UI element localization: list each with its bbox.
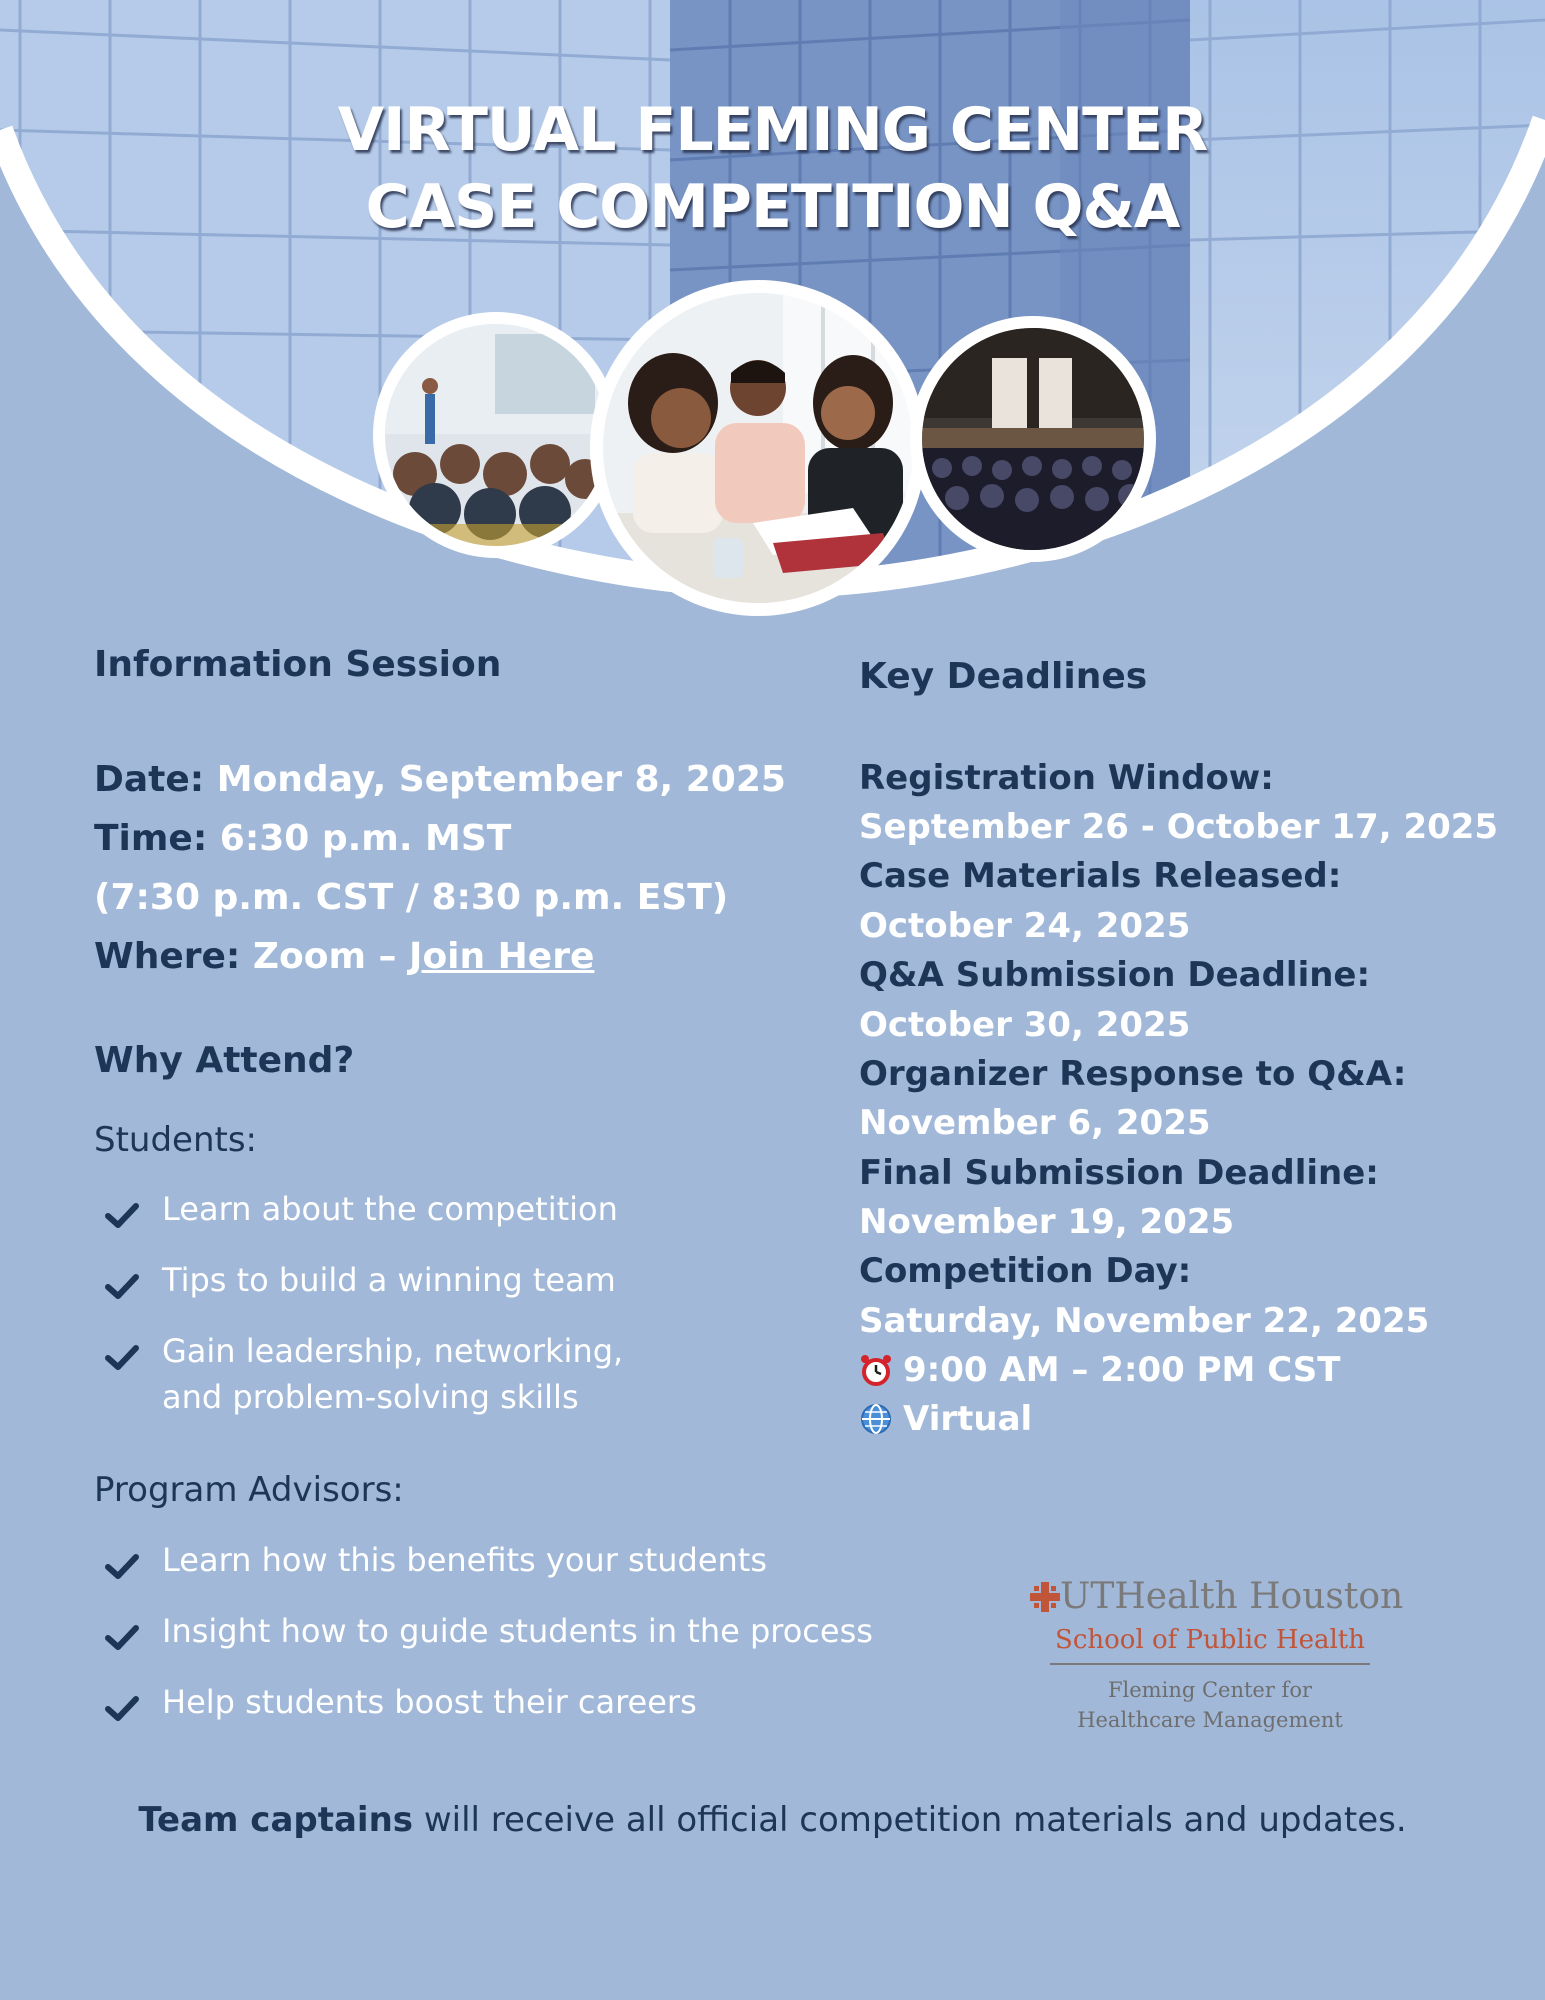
date-value: Monday, September 8, 2025 [216, 759, 786, 800]
check-icon [104, 1693, 140, 1723]
alarm-clock-icon [859, 1353, 893, 1387]
advisor-benefit-2: Insight how to guide students in the process [162, 1612, 873, 1650]
deadline-value: October 24, 2025 [859, 906, 1191, 946]
deadline-value: September 26 - October 17, 2025 [859, 807, 1499, 847]
deadline-label: Organizer Response to Q&A: [859, 1054, 1407, 1094]
advisor-benefit-3: Help students boost their careers [162, 1683, 697, 1721]
footer-text: will receive all official competition materials and updates. [413, 1800, 1407, 1840]
time-alt-row [94, 876, 728, 920]
join-here-link[interactable]: Join Here [409, 936, 595, 977]
student-benefit-3-line-2: and problem-solving skills [162, 1378, 579, 1416]
date-row [94, 758, 786, 802]
auditorium-photo [910, 316, 1156, 562]
student-benefit-2: Tips to build a winning team [162, 1261, 616, 1299]
date-label: Date: [94, 759, 205, 800]
time-row [94, 817, 511, 861]
logo-brand: UTHealth Houston [1060, 1576, 1404, 1617]
footer-bold: Team captains [138, 1800, 414, 1840]
time-value: 6:30 p.m. MST [219, 818, 512, 859]
check-icon [104, 1551, 140, 1581]
logo-divider [1050, 1663, 1370, 1665]
time-alt: (7:30 p.m. CST / 8:30 p.m. EST) [94, 877, 729, 918]
deadline-value: October 30, 2025 [859, 1005, 1191, 1045]
logo-center-line-1: Fleming Center for [1107, 1678, 1313, 1702]
logo-center-line-2: Healthcare Management [1077, 1708, 1343, 1732]
advisors-label: Program Advisors: [94, 1470, 404, 1510]
key-deadlines-heading: Key Deadlines [859, 656, 1148, 697]
competition-location: Virtual [903, 1399, 1033, 1439]
deadline-label: Case Materials Released: [859, 856, 1342, 896]
deadline-label: Q&A Submission Deadline: [859, 955, 1371, 995]
where-label: Where: [94, 936, 241, 977]
deadline-value: November 19, 2025 [859, 1202, 1235, 1242]
check-icon [104, 1622, 140, 1652]
advisor-benefit-1: Learn how this benefits your students [162, 1541, 768, 1579]
where-value: Zoom – [252, 936, 397, 977]
title-line-2: CASE COMPETITION Q&A [365, 172, 1180, 242]
check-icon [104, 1342, 140, 1372]
info-session-heading: Information Session [94, 644, 502, 685]
student-benefit-1: Learn about the competition [162, 1190, 618, 1228]
where-row [94, 935, 594, 979]
why-attend-heading: Why Attend? [94, 1040, 355, 1081]
deadline-label: Final Submission Deadline: [859, 1153, 1379, 1193]
hero-banner [0, 0, 1545, 640]
title-line-1: VIRTUAL FLEMING CENTER [337, 95, 1208, 165]
deadline-label: Registration Window: [859, 758, 1274, 798]
footer-note [0, 1800, 1545, 1840]
deadline-value: Saturday, November 22, 2025 [859, 1301, 1430, 1341]
team-meeting-photo [590, 280, 926, 616]
students-label: Students: [94, 1120, 258, 1160]
check-icon [104, 1200, 140, 1230]
uthealth-logo [1030, 1575, 1404, 1735]
competition-time-row [859, 1346, 1340, 1395]
competition-time: 9:00 AM – 2:00 PM CST [903, 1350, 1341, 1390]
page-title [0, 92, 1545, 246]
deadline-label: Competition Day: [859, 1251, 1192, 1291]
student-benefit-3-line-1: Gain leadership, networking, [162, 1332, 624, 1370]
check-icon [104, 1271, 140, 1301]
time-label: Time: [94, 818, 208, 859]
uthealth-emblem-icon [1030, 1582, 1060, 1612]
logo-school: School of Public Health [1055, 1625, 1365, 1655]
deadline-value: November 6, 2025 [859, 1103, 1211, 1143]
globe-icon [859, 1402, 893, 1436]
competition-location-row [859, 1395, 1032, 1444]
classroom-photo [373, 312, 619, 558]
